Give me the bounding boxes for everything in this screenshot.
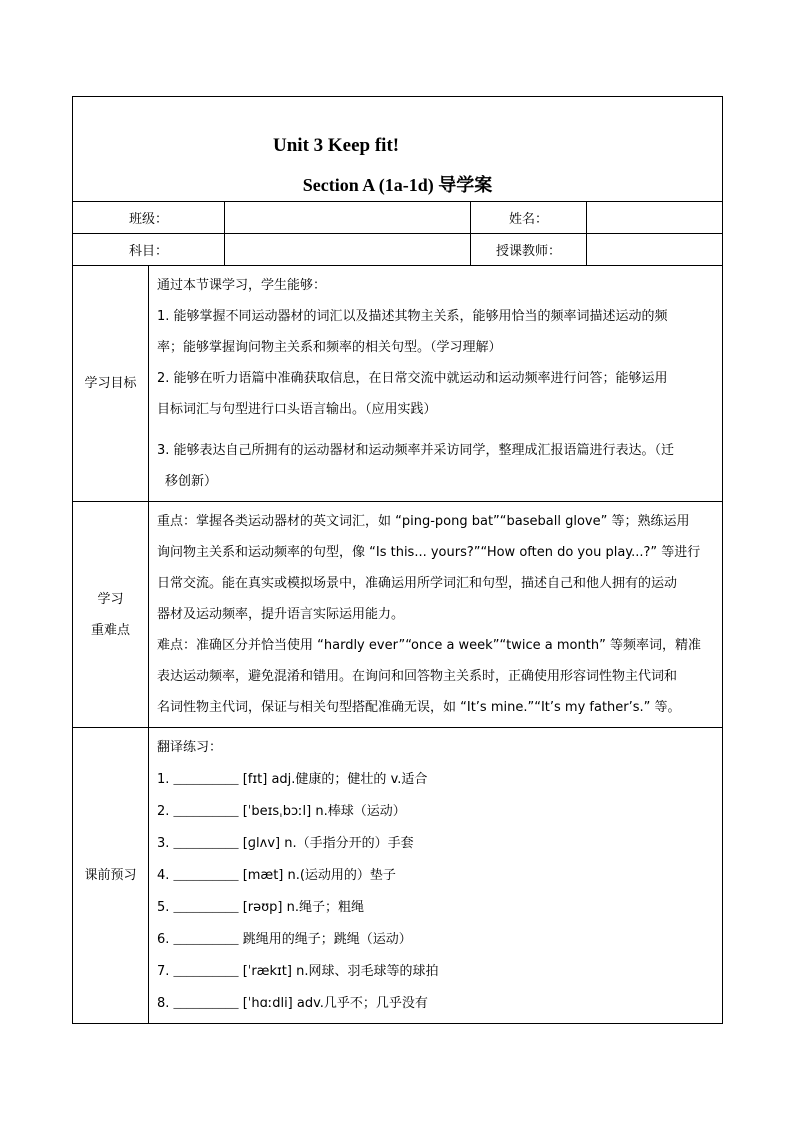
preview-item (157, 827, 716, 859)
answer-blank[interactable]: __________ (173, 963, 239, 978)
name-field[interactable] (587, 202, 723, 234)
teacher-label: 授课教师： (471, 234, 587, 266)
objectives-intro: 通过本节课学习，学生能够： (157, 278, 327, 293)
preview-item-text: [ˈbeɪsˌbɔːl] n.棒球（运动） (242, 804, 406, 819)
class-field[interactable] (225, 202, 471, 234)
answer-blank[interactable]: __________ (173, 899, 239, 914)
preview-item (157, 763, 716, 795)
preview-item-number: 8. (157, 996, 170, 1011)
keypoints-line: 难点：准确区分并恰当使用 “hardly ever”“once a week”“twice a month” 等频率词，精准 (157, 638, 701, 653)
answer-blank[interactable]: __________ (173, 835, 239, 850)
keypoints-line: 表达运动频率，避免混淆和错用。在询问和回答物主关系时，正确使用形容词性物主代词和 (157, 669, 678, 684)
preview-item (157, 987, 716, 1019)
objective-1-line1: 1. 能够掌握不同运动器材的词汇以及描述其物主关系，能够用恰当的频率词描述运动的频 (157, 309, 668, 324)
preview-item-number: 3. (157, 836, 170, 851)
preview-heading: 翻译练习： (157, 740, 223, 755)
preview-item-text: [ɡlʌv] n.（手指分开的）手套 (242, 836, 414, 851)
preview-item (157, 955, 716, 987)
keypoints-label (73, 502, 149, 728)
preview-item-number: 5. (157, 900, 170, 915)
objective-3-line1: 3. 能够表达自己所拥有的运动器材和运动频率并采访同学，整理成汇报语篇进行表达。（迁 (157, 443, 675, 458)
preview-item-text: [mæt] n.(运动用的）垫子 (242, 868, 396, 883)
worksheet-table (72, 96, 723, 1024)
name-label: 姓名： (471, 202, 587, 234)
teacher-field[interactable] (587, 234, 723, 266)
keypoints-label-line2: 重难点 (90, 622, 130, 638)
answer-blank[interactable]: __________ (173, 867, 239, 882)
preview-item-text: [ˈhɑːdli] adv.几乎不；几乎没有 (242, 996, 428, 1011)
preview-label: 课前预习 (73, 728, 149, 1024)
objectives-label: 学习目标 (73, 266, 149, 502)
class-label: 班级： (73, 202, 225, 234)
preview-item-text: [rəʊp] n.绳子；粗绳 (242, 900, 364, 915)
preview-content (149, 728, 723, 1024)
subject-label: 科目： (73, 234, 225, 266)
preview-item-number: 6. (157, 932, 170, 947)
preview-list (157, 763, 716, 1019)
preview-item (157, 795, 716, 827)
objective-2-line2: 目标词汇与句型进行口头语言输出。（应用实践） (157, 402, 437, 417)
title-cell (73, 97, 723, 202)
objective-3-line2: 移创新） (165, 474, 218, 489)
unit-title: Unit 3 Keep fit! (273, 135, 400, 156)
keypoints-content (149, 502, 723, 728)
objective-2-line1: 2. 能够在听力语篇中准确获取信息，在日常交流中就运动和运动频率进行问答；能够运用 (157, 371, 668, 386)
preview-item-text: [fɪt] adj.健康的；健壮的 v.适合 (242, 772, 428, 787)
section-title: Section A (1a-1d) 导学案 (302, 175, 493, 195)
keypoints-line: 重点：掌握各类运动器材的英文词汇，如 “ping-pong bat”“baseball glove” 等；熟练运用 (157, 514, 690, 529)
objective-1-line2: 率；能够掌握询问物主关系和频率的相关句型。（学习理解） (157, 340, 502, 355)
keypoints-line: 器材及运动频率，提升语言实际运用能力。 (157, 607, 405, 622)
answer-blank[interactable]: __________ (173, 771, 239, 786)
objectives-content (149, 266, 723, 502)
keypoints-line: 名词性物主代词，保证与相关句型搭配准确无误，如 “It’s mine.”“It’s my father’s.” 等。 (157, 700, 681, 715)
preview-item-number: 4. (157, 868, 170, 883)
answer-blank[interactable]: __________ (173, 995, 239, 1010)
keypoints-label-line1: 学习 (97, 591, 124, 607)
preview-item-number: 2. (157, 804, 170, 819)
preview-item (157, 859, 716, 891)
answer-blank[interactable]: __________ (173, 803, 239, 818)
preview-item-text: [ˈrækɪt] n.网球、羽毛球等的球拍 (242, 964, 439, 979)
subject-field[interactable] (225, 234, 471, 266)
keypoints-line: 日常交流。能在真实或模拟场景中，准确运用所学词汇和句型，描述自己和他人拥有的运动 (157, 576, 678, 591)
preview-item-number: 7. (157, 964, 170, 979)
keypoints-line: 询问物主关系和运动频率的句型，像 “Is this... yours?”“How often do you play...?” 等进行 (157, 545, 701, 560)
preview-item-text: 跳绳用的绳子；跳绳（运动） (242, 932, 412, 947)
preview-item-number: 1. (157, 772, 170, 787)
answer-blank[interactable]: __________ (173, 931, 239, 946)
preview-item (157, 923, 716, 955)
preview-item (157, 891, 716, 923)
